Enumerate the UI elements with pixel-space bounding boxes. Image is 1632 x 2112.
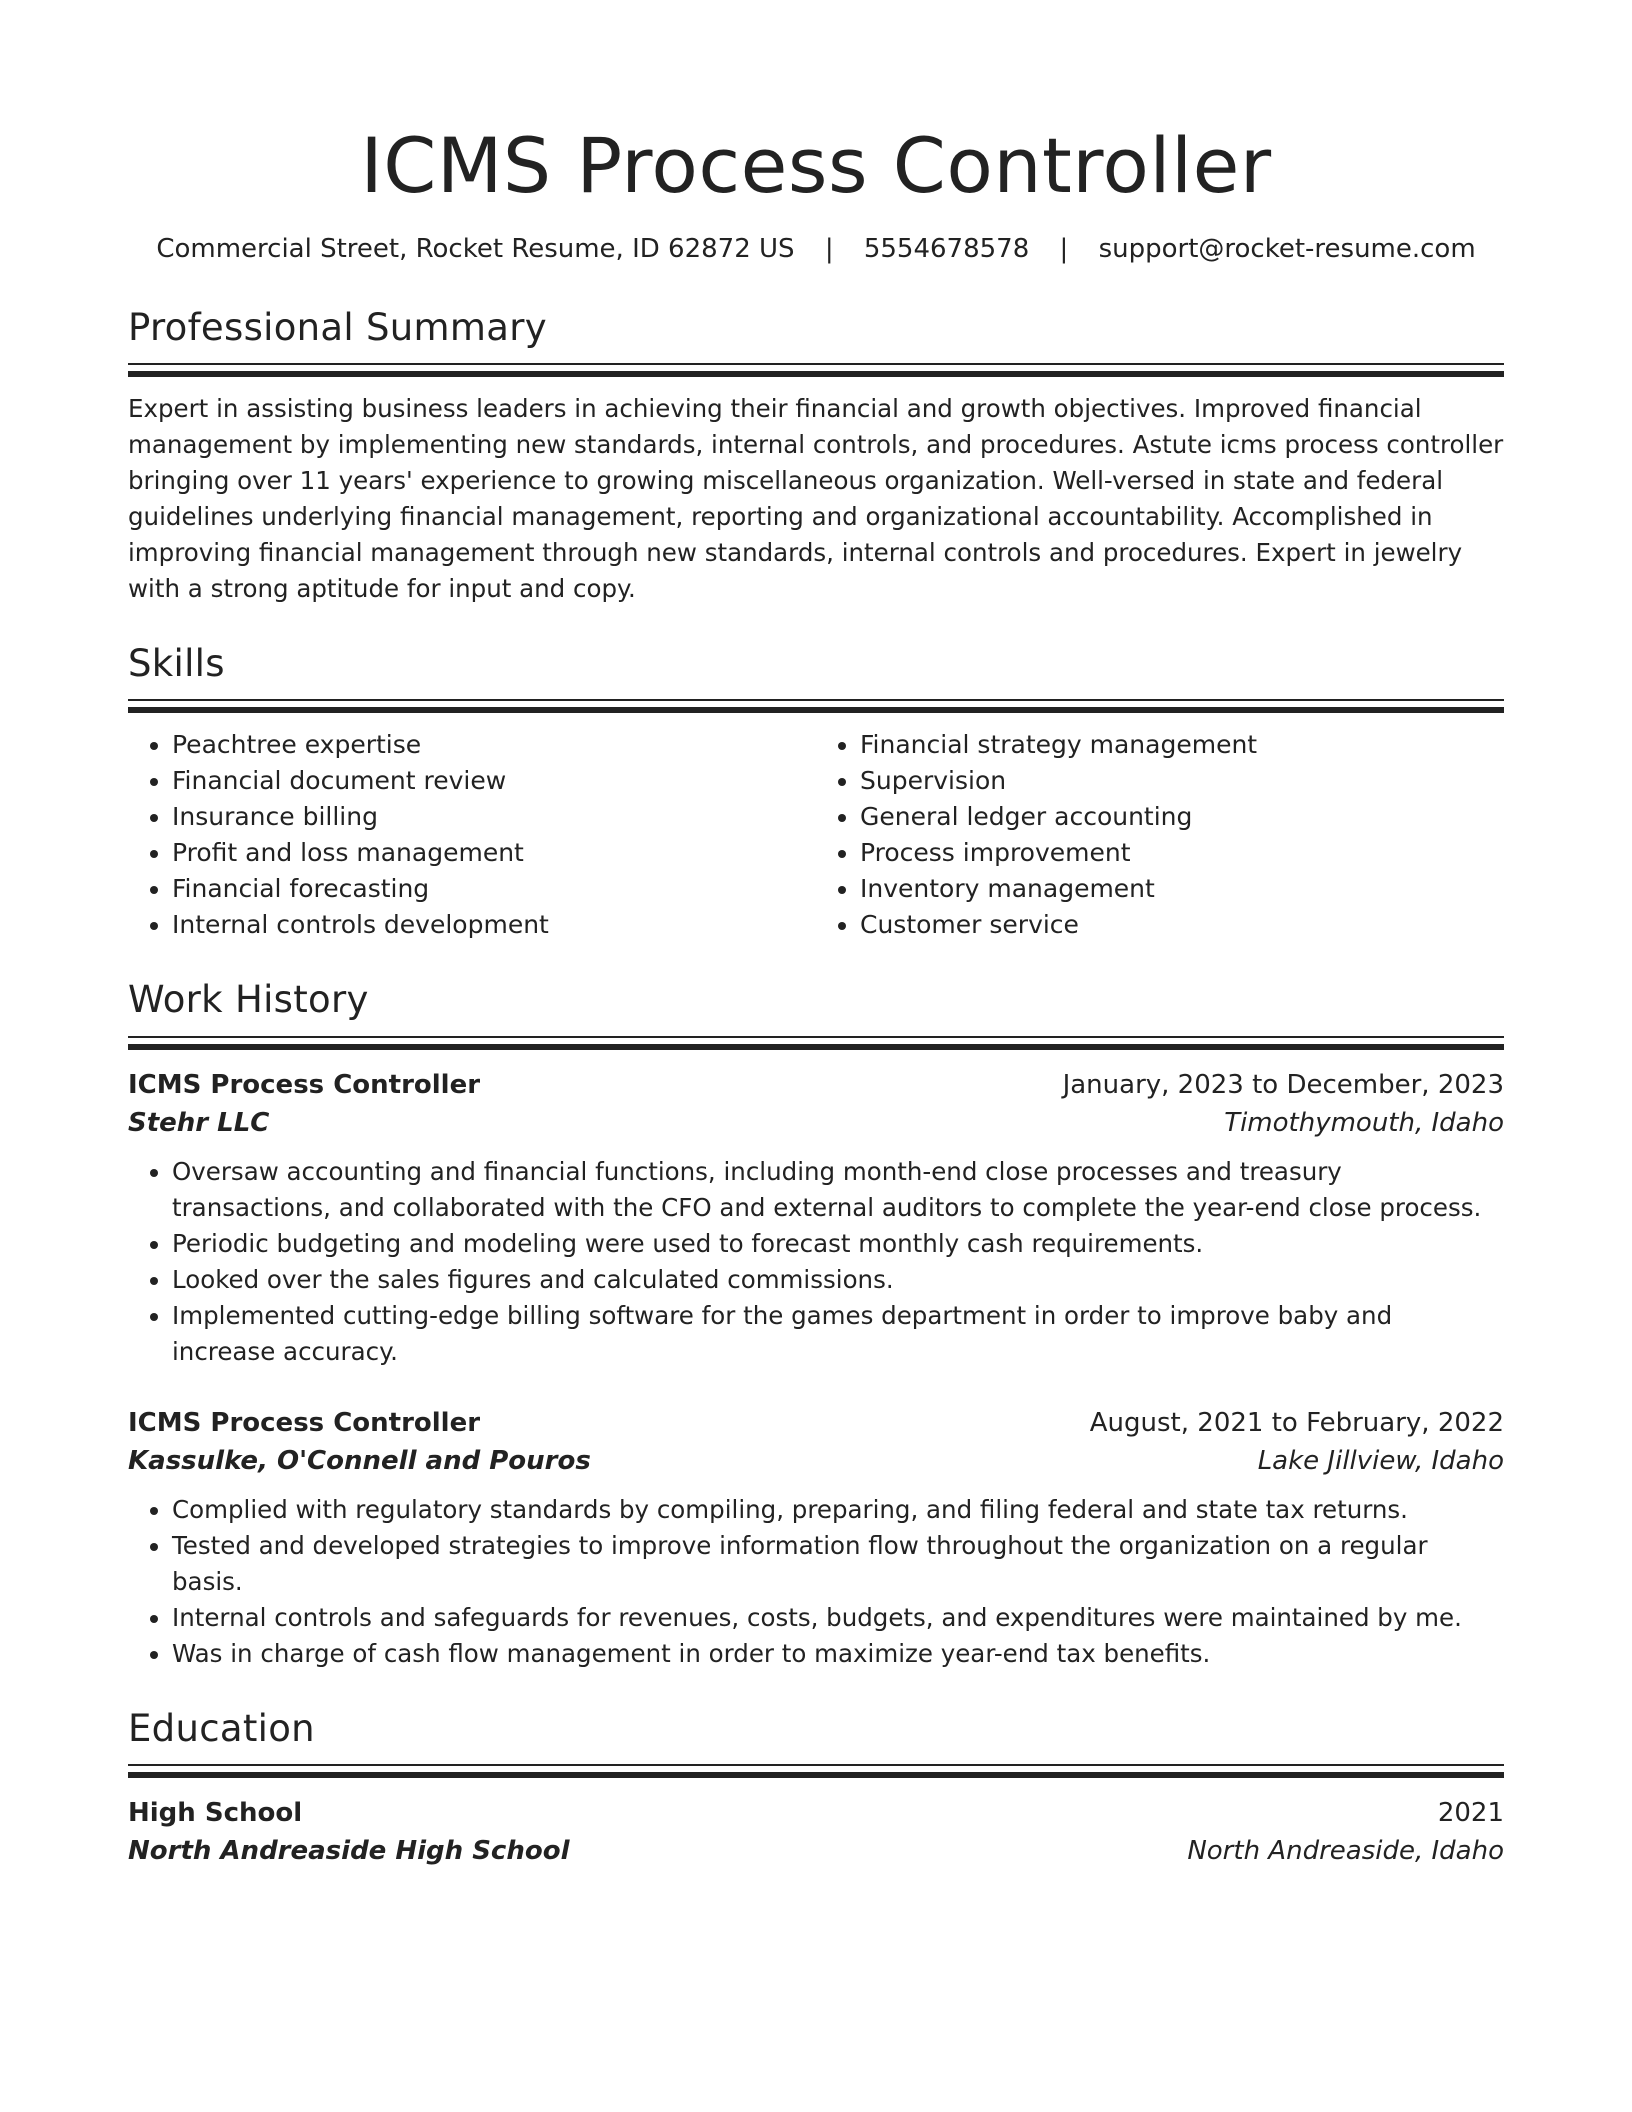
education-year: 2021 <box>1437 1797 1504 1828</box>
skill-item: • Internal controls development <box>172 907 816 943</box>
section-heading: Skills <box>128 642 225 686</box>
section-divider <box>128 363 1504 377</box>
contact-phone: 5554678578 <box>863 234 1030 265</box>
education-degree: High School <box>128 1797 303 1828</box>
candidate-name: ICMS Process Controller <box>360 121 1272 210</box>
section-heading: Education <box>128 1706 315 1750</box>
skill-item: • Inventory management <box>860 871 1504 907</box>
section-divider <box>128 1764 1504 1778</box>
job-bullet: • Was in charge of cash flow management in order to maximize year-end tax benefits. <box>172 1636 1504 1672</box>
education-location: North Andreaside, Idaho <box>1187 1835 1504 1866</box>
job-bullet: • Looked over the sales figures and calculated commissions. <box>172 1262 1504 1298</box>
skill-item: • Supervision <box>860 763 1504 799</box>
job-bullets <box>128 1154 1504 1370</box>
skill-item: • Customer service <box>860 907 1504 943</box>
job-location: Lake Jillview, Idaho <box>1257 1445 1504 1476</box>
summary-section <box>128 305 1504 607</box>
education-section <box>128 1706 1504 1870</box>
skill-item: • Process improvement <box>860 835 1504 871</box>
contact-separator: | <box>1059 234 1069 265</box>
skill-item: • Insurance billing <box>172 799 816 835</box>
education-school: North Andreaside High School <box>128 1835 570 1866</box>
skill-item: • Financial forecasting <box>172 871 816 907</box>
section-heading: Work History <box>128 978 369 1022</box>
contact-line <box>128 233 1504 267</box>
education-school-row <box>128 1832 1504 1870</box>
skill-item: • Financial document review <box>172 763 816 799</box>
job-bullet: • Implemented cutting-edge billing software for the games department in order to improve baby and increase accuracy. <box>172 1298 1504 1370</box>
skill-item: • Profit and loss management <box>172 835 816 871</box>
job-bullets <box>128 1492 1504 1672</box>
job-entry <box>128 1404 1504 1672</box>
skill-item: • Peachtree expertise <box>172 727 816 763</box>
skill-item: • Financial strategy management <box>860 727 1504 763</box>
education-entry <box>128 1794 1504 1870</box>
job-header-row <box>128 1404 1504 1442</box>
education-header-row <box>128 1794 1504 1832</box>
job-dates: August, 2021 to February, 2022 <box>1089 1407 1504 1438</box>
work-history-section <box>128 977 1504 1671</box>
job-bullet: • Internal controls and safeguards for revenues, costs, budgets, and expenditures were maintained by me. <box>172 1600 1504 1636</box>
job-dates: January, 2023 to December, 2023 <box>1062 1069 1504 1100</box>
section-divider <box>128 1036 1504 1050</box>
section-divider <box>128 699 1504 713</box>
contact-address: Commercial Street, Rocket Resume, ID 62872 US <box>156 234 795 265</box>
skills-columns <box>128 727 1504 943</box>
job-company-row <box>128 1104 1504 1142</box>
job-bullet: • Oversaw accounting and financial functions, including month-end close processes and treasury transactions, and collaborated with the CFO and external auditors to complete the year-end close process. <box>172 1154 1504 1226</box>
job-bullet: • Tested and developed strategies to improve information flow throughout the organization on a regular basis. <box>172 1528 1504 1600</box>
summary-text: Expert in assisting business leaders in achieving their financial and growth objectives. Improved financial management by implementing new standards, internal controls, and procedures. Astute icms process controller bringing over 11 years' experience to growing miscellaneous organization. Well-versed in state and federal guidelines underlying financial management, reporting and organizational accountability. Accomplished in improving financial management through new standards, internal controls and procedures. Expert in jewelry with a strong aptitude for input and copy. <box>128 394 1504 604</box>
job-company-row <box>128 1442 1504 1480</box>
job-location: Timothymouth, Idaho <box>1224 1107 1504 1138</box>
job-title: ICMS Process Controller <box>128 1407 481 1438</box>
section-heading: Professional Summary <box>128 305 547 349</box>
job-entry <box>128 1066 1504 1370</box>
skills-section <box>128 641 1504 943</box>
skills-list-left <box>128 727 816 943</box>
skills-list-right <box>816 727 1504 943</box>
job-bullet: • Complied with regulatory standards by compiling, preparing, and filing federal and state tax returns. <box>172 1492 1504 1528</box>
job-title: ICMS Process Controller <box>128 1069 481 1100</box>
contact-email: support@rocket-resume.com <box>1098 234 1476 265</box>
job-company: Kassulke, O'Connell and Pouros <box>128 1445 591 1476</box>
skill-item: • General ledger accounting <box>860 799 1504 835</box>
job-company: Stehr LLC <box>128 1107 270 1138</box>
job-header-row <box>128 1066 1504 1104</box>
contact-separator: | <box>824 234 834 265</box>
job-bullet: • Periodic budgeting and modeling were used to forecast monthly cash requirements. <box>172 1226 1504 1262</box>
